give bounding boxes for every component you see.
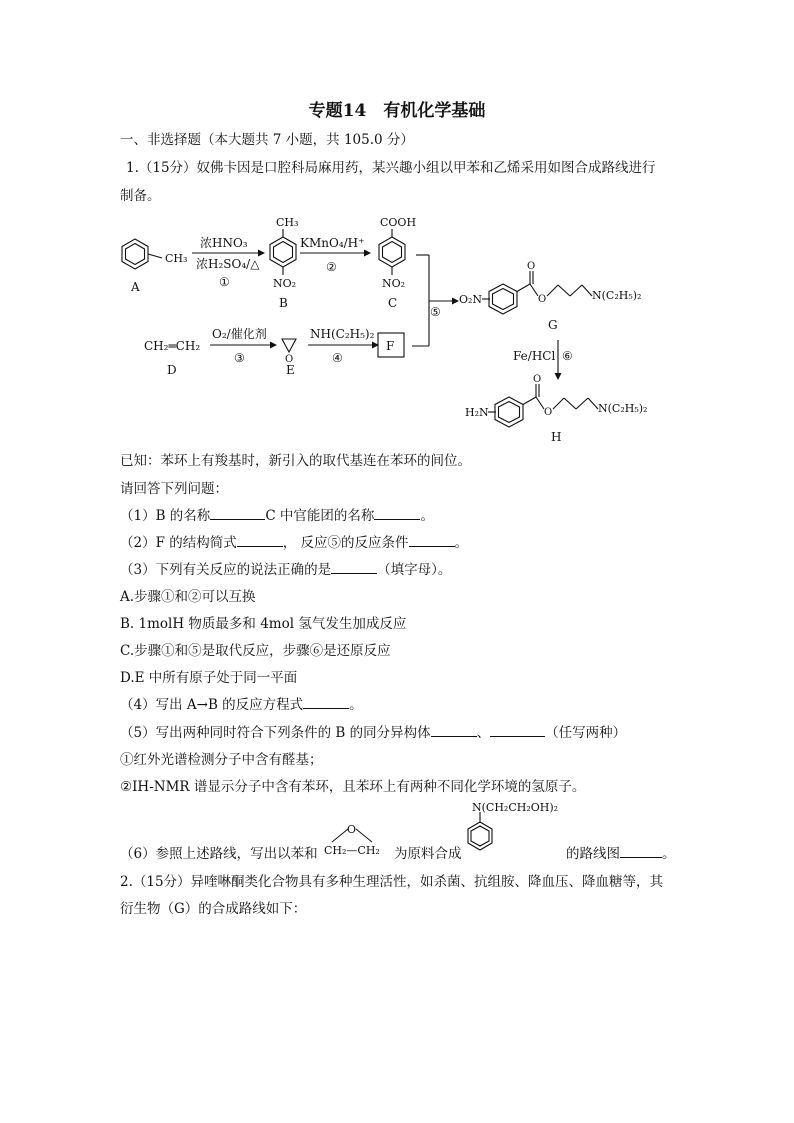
part-1: （1）B 的名称 C 中官能团的名称 。 — [120, 508, 434, 524]
part-4: （4）写出 A→B 的反应方程式 。 — [120, 697, 363, 713]
label-c: C — [388, 296, 398, 310]
carbonyl-o-g: O — [527, 261, 536, 272]
ch3-a: CH₃ — [165, 252, 188, 265]
label-b: B — [279, 296, 288, 310]
question-prompt: 请回答下列问题： — [120, 481, 228, 497]
q1-intro-line1: 1.（15分）奴佛卡因是口腔科局麻用药，某兴趣小组以甲苯和乙烯采用如图合成路线进行 — [126, 160, 656, 176]
reagent-1-bottom: 浓H₂SO₄/△ — [196, 257, 260, 271]
step-4-number: ④ — [332, 351, 343, 365]
no2-b: NO₂ — [273, 277, 297, 290]
answer-blank-1[interactable] — [210, 507, 265, 520]
target-structure — [462, 800, 572, 860]
q2-line2: 衍生物（G）的合成路线如下： — [120, 901, 307, 917]
amine-g: N(C₂H₅)₂ — [592, 289, 642, 302]
reagent-2-top: KMnO₄/H⁺ — [300, 236, 365, 250]
condition-2: ②IH-NMR 谱显示分子中含有苯环，且苯环上有两种不同化学环境的氢原子。 — [120, 779, 586, 795]
ester-o-g: O — [538, 294, 547, 305]
condition-1: ①红外光谱检测分子中含有醛基； — [120, 752, 323, 768]
answer-blank-2[interactable] — [374, 507, 420, 520]
epoxide-chain: CH₂—CH₂ — [324, 844, 380, 857]
epoxide-o: O — [347, 823, 357, 836]
answer-blank-3[interactable] — [237, 534, 283, 547]
reagent-6-top: Fe/HCl — [513, 349, 556, 363]
part-6-tail: 的路线图 。 — [566, 846, 676, 862]
part-6-lead: （6）参照上述路线，写出以苯和 — [120, 846, 318, 862]
option-b: B. 1molH 物质最多和 4mol 氢气发生加成反应 — [120, 616, 407, 632]
label-f: F — [386, 339, 395, 353]
epoxide-o-e: O — [285, 354, 294, 365]
answer-blank-6[interactable] — [303, 696, 349, 709]
part-3: （3）下列有关反应的说法正确的是 （填字母）。 — [120, 562, 452, 578]
h2n-h: H₂N — [465, 406, 489, 419]
answer-blank-5[interactable] — [331, 561, 377, 574]
label-g: G — [548, 318, 558, 332]
ethylene-d: CH₂═CH₂ — [144, 339, 201, 353]
ch3-b: CH₃ — [276, 216, 299, 229]
carbonyl-o-h: O — [533, 374, 542, 385]
part-6-mid: 为原料合成 — [394, 846, 462, 862]
q1-intro-line2: 制备。 — [120, 188, 161, 204]
section-heading: 一、非选择题（本大题共 7 小题，共 105.0 分） — [120, 132, 414, 148]
option-a: A.步骤①和②可以互换 — [120, 589, 256, 605]
o2n-g: O₂N — [459, 293, 483, 306]
answer-blank-9[interactable] — [620, 845, 662, 858]
step-2-number: ② — [326, 260, 337, 274]
label-e: E — [286, 363, 295, 377]
part-5: （5）写出两种同时符合下列条件的 B 的同分异构体 、 （任写两种） — [120, 725, 627, 741]
answer-blank-7[interactable] — [431, 724, 477, 737]
reagent-1-top: 浓HNO₃ — [200, 236, 248, 250]
page-title: 专题14 有机化学基础 — [308, 101, 486, 121]
q2-line1: 2.（15分）异喹啉酮类化合物具有多种生理活性，如杀菌、抗组胺、降血压、降血糖等，其 — [120, 874, 664, 890]
cooh-c: COOH — [380, 216, 417, 229]
step-5-number: ⑤ — [430, 305, 441, 319]
part-2: （2）F 的结构简式 ， 反应⑤的反应条件 。 — [120, 535, 469, 551]
ester-o-h: O — [544, 407, 553, 418]
step-1-number: ① — [219, 275, 230, 289]
label-h: H — [551, 430, 562, 444]
label-d: D — [167, 363, 177, 377]
no2-c: NO₂ — [382, 277, 406, 290]
epoxide-structure — [324, 820, 394, 862]
step-3-number: ③ — [234, 351, 245, 365]
option-c: C.步骤①和⑤是取代反应，步骤⑥是还原反应 — [120, 643, 391, 659]
answer-blank-4[interactable] — [409, 534, 455, 547]
option-d: D.E 中所有原子处于同一平面 — [120, 670, 298, 686]
target-substituent: N(CH₂CH₂OH)₂ — [472, 801, 559, 814]
known-info: 已知：苯环上有羧基时，新引入的取代基连在苯环的间位。 — [120, 453, 471, 469]
label-a: A — [131, 280, 140, 294]
amine-h: N(C₂H₅)₂ — [598, 402, 648, 415]
reagent-3-top: O₂/催化剂 — [212, 327, 267, 341]
reagent-4-top: NH(C₂H₅)₂ — [310, 327, 375, 341]
step-6-number: ⑥ — [562, 349, 573, 363]
synthesis-scheme — [110, 205, 690, 450]
answer-blank-8[interactable] — [490, 724, 545, 737]
